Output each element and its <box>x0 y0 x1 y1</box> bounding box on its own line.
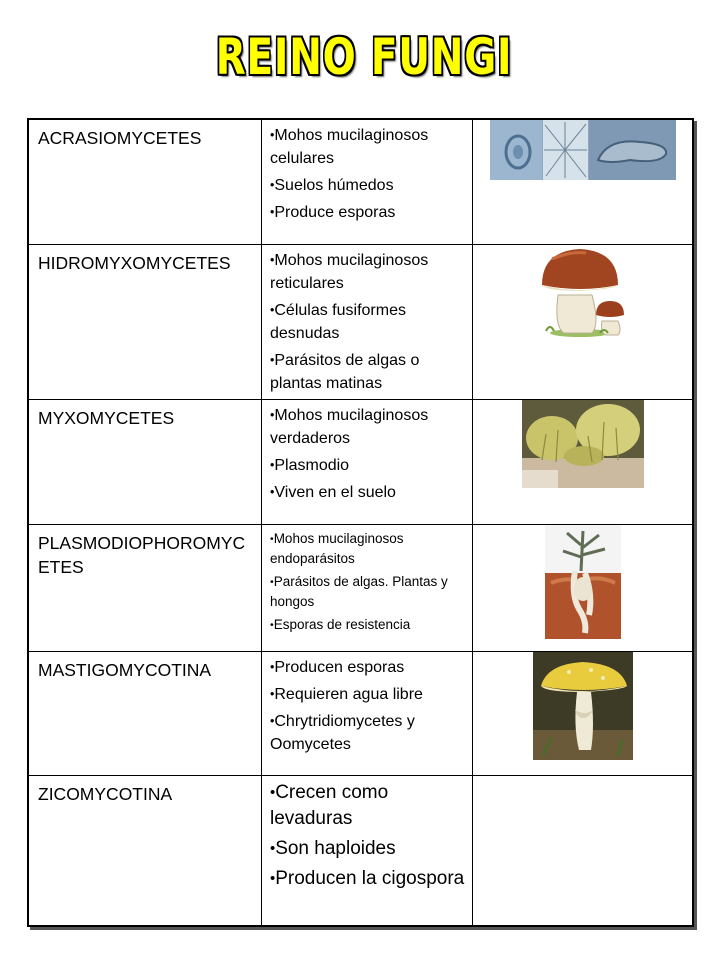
list-item: •Son haploides <box>270 837 396 859</box>
list-item: •Produce esporas <box>270 204 396 221</box>
list-item: •Crecen como levaduras <box>270 781 389 829</box>
facts-list <box>262 245 472 395</box>
list-item: •Producen la cigospora <box>270 867 465 889</box>
list-item: •Requieren agua libre <box>270 685 423 703</box>
yellow-amanita-mushroom-image <box>533 652 633 760</box>
group-name: HIDROMYXOMYCETES <box>38 252 231 273</box>
list-item: •Producen esporas <box>270 658 405 676</box>
table-row <box>28 775 693 926</box>
table-row <box>28 244 693 399</box>
facts-list <box>262 525 472 635</box>
bolete-mushrooms-image <box>540 245 626 339</box>
list-item: •Viven en el suelo <box>270 483 396 501</box>
plasmodium-growth-image <box>522 400 644 488</box>
list-item: •Parásitos de algas. Plantas y hongos <box>270 573 448 609</box>
group-name: ACRASIOMYCETES <box>38 128 202 148</box>
list-item: •Suelos húmedos <box>270 177 394 194</box>
page-title: REINO FUNGI <box>215 28 513 86</box>
facts-list <box>262 400 472 504</box>
facts-list <box>262 120 472 224</box>
list-item: •Plasmodio <box>270 456 350 474</box>
table-row <box>28 119 693 244</box>
group-name: PLASMODIOPHOROMYCETES <box>38 532 246 577</box>
group-name: MASTIGOMYCOTINA <box>38 659 212 680</box>
clubroot-plant-image <box>545 525 621 639</box>
list-item: •Chrytridiomycetes y Oomycetes <box>270 712 415 753</box>
table-row <box>28 651 693 775</box>
facts-list <box>262 652 472 756</box>
list-item: •Células fusiformes desnudas <box>270 301 406 342</box>
list-item: •Mohos mucilaginosos celulares <box>270 127 429 167</box>
list-item: •Mohos mucilaginosos reticulares <box>270 251 429 292</box>
slime-mold-micrographs-image <box>490 120 676 180</box>
group-name: ZICOMYCOTINA <box>38 783 173 804</box>
facts-list <box>262 776 472 892</box>
group-name: MYXOMYCETES <box>38 407 175 428</box>
list-item: •Mohos mucilaginosos endoparásitos <box>270 530 404 566</box>
list-item: •Mohos mucilaginosos verdaderos <box>270 406 429 447</box>
empty-image-cell <box>473 775 694 926</box>
list-item: •Parásitos de algas o plantas matinas <box>270 351 420 392</box>
list-item: •Esporas de resistencia <box>270 616 411 632</box>
table-row <box>28 399 693 524</box>
classification-table <box>27 118 694 927</box>
table-row <box>28 524 693 651</box>
